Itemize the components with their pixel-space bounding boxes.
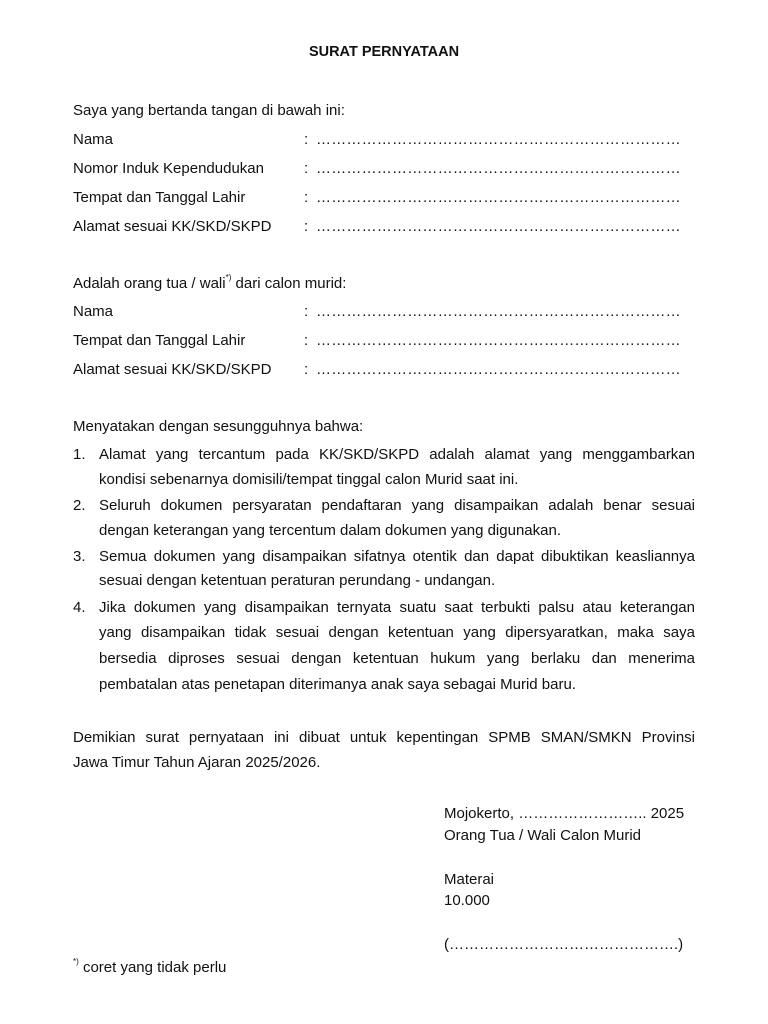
field-value: ……………………………………………………………… bbox=[316, 361, 681, 378]
list-number: 1. bbox=[73, 446, 86, 463]
closing-line: Demikian surat pernyataan ini dibuat untuk kepentingan SPMB SMAN/SMKN Provinsi bbox=[73, 729, 695, 746]
list-item-line: Jika dokumen yang disampaikan ternyata suatu saat terbukti palsu atau keterangan bbox=[99, 599, 695, 616]
footnote-text: coret yang tidak perlu bbox=[78, 959, 227, 976]
field-colon: : bbox=[304, 361, 309, 378]
field-value: ……………………………………………………………… bbox=[316, 160, 681, 177]
list-item-line: Semua dokumen yang disampaikan sifatnya otentik dan dapat dibuktikan keasliannya bbox=[99, 548, 695, 565]
field-label: Alamat sesuai KK/SKD/SKPD bbox=[73, 361, 272, 378]
page-title: SURAT PERNYATAAN bbox=[308, 44, 460, 60]
list-item-line: dengan keterangan yang tercentum dalam dokumen yang digunakan. bbox=[99, 522, 561, 539]
child-intro bbox=[73, 275, 346, 292]
field-label: Alamat sesuai KK/SKD/SKPD bbox=[73, 218, 272, 235]
list-item-line: yang disampaikan tidak sesuai dengan ketentuan yang dipersyaratkan, maka saya bbox=[99, 624, 695, 641]
child-intro-before: Adalah orang tua / wali bbox=[73, 275, 226, 292]
stamp-label: Materai bbox=[444, 871, 495, 888]
field-label: Nomor Induk Kependudukan bbox=[73, 160, 264, 177]
field-value: ……………………………………………………………… bbox=[316, 218, 681, 235]
field-label: Tempat dan Tanggal Lahir bbox=[73, 332, 246, 349]
field-colon: : bbox=[304, 189, 309, 206]
statement-intro: Menyatakan dengan sesungguhnya bahwa: bbox=[73, 418, 364, 435]
field-label: Nama bbox=[73, 303, 114, 320]
footnote-marker: *) bbox=[225, 273, 232, 282]
field-label: Tempat dan Tanggal Lahir bbox=[73, 189, 246, 206]
field-colon: : bbox=[304, 332, 309, 349]
list-item-line: sesuai dengan ketentuan peraturan perundang - undangan. bbox=[99, 572, 496, 589]
signature-name-line: (……………………………………….) bbox=[444, 936, 684, 953]
footnote bbox=[73, 959, 226, 976]
field-value: ……………………………………………………………… bbox=[316, 131, 681, 148]
list-number: 4. bbox=[73, 599, 86, 616]
field-value: ……………………………………………………………… bbox=[316, 303, 681, 320]
list-item-line: Seluruh dokumen persyaratan pendaftaran yang disampaikan adalah benar sesuai bbox=[99, 497, 695, 514]
intro-text: Saya yang bertanda tangan di bawah ini: bbox=[73, 102, 345, 119]
field-value: ……………………………………………………………… bbox=[316, 332, 681, 349]
signer-role: Orang Tua / Wali Calon Murid bbox=[444, 827, 642, 844]
field-colon: : bbox=[304, 131, 309, 148]
child-intro-after: dari calon murid: bbox=[231, 275, 347, 292]
field-colon: : bbox=[304, 160, 309, 177]
field-label: Nama bbox=[73, 131, 114, 148]
stamp-value: 10.000 bbox=[444, 892, 490, 909]
field-colon: : bbox=[304, 303, 309, 320]
list-number: 2. bbox=[73, 497, 86, 514]
list-item-line: bersedia diproses sesuai dengan ketentuan hukum yang berlaku dan menerima bbox=[99, 650, 695, 667]
list-item-line: kondisi sebenarnya domisili/tempat tinggal calon Murid saat ini. bbox=[99, 471, 519, 488]
field-colon: : bbox=[304, 218, 309, 235]
footnote-marker: *) bbox=[73, 957, 79, 966]
list-item-line: Alamat yang tercantum pada KK/SKD/SKPD adalah alamat yang menggambarkan bbox=[99, 446, 695, 463]
list-number: 3. bbox=[73, 548, 86, 565]
field-value: ……………………………………………………………… bbox=[316, 189, 681, 206]
list-item-line: pembatalan atas penetapan diterimanya anak saya sebagai Murid baru. bbox=[99, 676, 576, 693]
closing-line: Jawa Timur Tahun Ajaran 2025/2026. bbox=[73, 754, 321, 771]
place-date: Mojokerto, …………………….. 2025 bbox=[444, 805, 685, 822]
